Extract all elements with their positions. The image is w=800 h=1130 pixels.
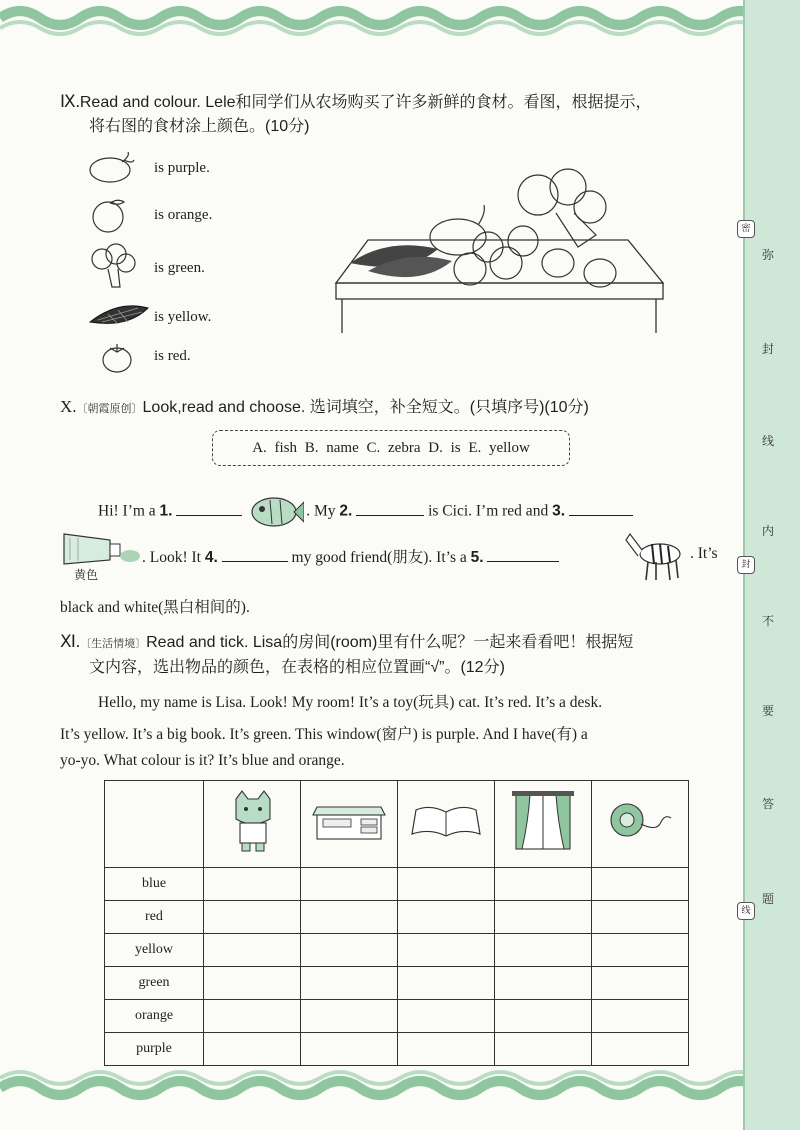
color-label: purple xyxy=(105,1033,204,1066)
sidebar-char: 题 xyxy=(761,892,774,906)
tick-cell[interactable] xyxy=(398,868,495,901)
sidebar-char: 要 xyxy=(761,704,774,718)
orange-icon xyxy=(88,196,132,234)
table-row xyxy=(105,967,689,1000)
vegetables-on-table-illustration xyxy=(328,165,668,340)
tick-cell[interactable] xyxy=(592,901,689,934)
paint-tube-icon xyxy=(60,530,144,568)
reading-passage-line: yo-yo. What colour is it? It’s blue and orange. xyxy=(60,752,345,769)
tick-cell[interactable] xyxy=(204,1033,301,1066)
blank-number: 2. xyxy=(339,502,353,520)
section-9-instruction-line1: Read and colour. Lele和同学们从农场购买了许多新鲜的食材。看图，根据提示， xyxy=(79,94,652,111)
table-header-cell xyxy=(592,781,689,868)
broccoli-icon xyxy=(88,243,138,291)
tomato-icon xyxy=(100,340,136,374)
tick-cell[interactable] xyxy=(301,1000,398,1033)
seal-icon: 封 xyxy=(737,556,755,574)
zebra-icon xyxy=(622,526,686,582)
binding-margin xyxy=(743,0,800,1130)
tick-cell[interactable] xyxy=(592,934,689,967)
answer-blank-5[interactable] xyxy=(487,547,559,562)
tick-cell[interactable] xyxy=(301,934,398,967)
table-header-cell xyxy=(398,781,495,868)
color-label: yellow xyxy=(105,934,204,967)
tick-cell[interactable] xyxy=(592,1000,689,1033)
yoyo-icon xyxy=(605,794,675,850)
sidebar-char: 弥 xyxy=(761,248,774,262)
tick-cell[interactable] xyxy=(495,901,592,934)
table-row xyxy=(105,868,689,901)
color-label: red xyxy=(105,901,204,934)
passage-text: Hi! I’m a xyxy=(98,502,160,520)
book-icon xyxy=(410,802,482,842)
tick-cell[interactable] xyxy=(495,1000,592,1033)
fish-icon xyxy=(248,494,304,530)
eggplant-icon xyxy=(88,150,136,186)
passage-text: . It’s xyxy=(690,545,718,562)
tick-cell[interactable] xyxy=(398,1000,495,1033)
sidebar-char: 封 xyxy=(761,342,774,356)
word-options-box: A. fish B. name C. zebra D. is E. yellow xyxy=(212,430,570,466)
section-tag: 〔生活情境〕 xyxy=(80,638,147,650)
color-label: orange xyxy=(105,1000,204,1033)
color-label: green xyxy=(105,967,204,1000)
tick-cell[interactable] xyxy=(204,901,301,934)
color-tick-table xyxy=(104,780,689,1066)
clue-text: is orange. xyxy=(154,207,213,223)
bottom-wave-border xyxy=(0,1064,750,1104)
answer-blank-4[interactable] xyxy=(222,547,288,562)
desk-icon xyxy=(311,797,387,847)
blank-number: 1. xyxy=(159,502,173,520)
section-number: X. xyxy=(60,397,77,416)
tick-cell[interactable] xyxy=(301,967,398,1000)
passage-text: is Cici. I’m red and xyxy=(424,502,553,520)
section-9-heading xyxy=(60,90,720,139)
table-row xyxy=(105,1000,689,1033)
tick-cell[interactable] xyxy=(495,1033,592,1066)
blank-number: 5. xyxy=(470,549,484,566)
tick-cell[interactable] xyxy=(301,901,398,934)
corn-icon xyxy=(88,300,150,330)
table-header-cell xyxy=(204,781,301,868)
tick-cell[interactable] xyxy=(592,967,689,1000)
blank-number: 3. xyxy=(552,502,566,520)
sidebar-char: 内 xyxy=(761,524,774,538)
table-header-cell xyxy=(495,781,592,868)
tick-cell[interactable] xyxy=(398,1033,495,1066)
table-row xyxy=(105,901,689,934)
passage-text: my good friend(朋友). It’s a xyxy=(291,549,471,566)
clue-text: is red. xyxy=(154,348,191,364)
passage-line-3: black and white(黑白相间的). xyxy=(60,599,250,616)
section-10-instruction: Look,read and choose. 选词填空，补全短文。(只填序号)(10分) xyxy=(142,399,589,416)
clue-text: is yellow. xyxy=(154,309,212,325)
section-number: Ⅺ. xyxy=(60,632,81,651)
tick-cell[interactable] xyxy=(204,934,301,967)
cat-icon xyxy=(224,789,280,855)
tick-cell[interactable] xyxy=(301,1033,398,1066)
reading-passage-line: It’s yellow. It’s a big book. It’s green. This window(窗户) is purple. And I have(有) a xyxy=(60,726,588,743)
tick-cell[interactable] xyxy=(592,868,689,901)
paint-label: 黄色 xyxy=(74,568,99,582)
sidebar-char: 答 xyxy=(761,797,774,811)
sidebar-char: 线 xyxy=(761,434,774,448)
tick-cell[interactable] xyxy=(495,868,592,901)
section-11-instruction-line1: Read and tick. Lisa的房间(room)里有什么呢？一起来看看吧！根据短 xyxy=(146,634,634,651)
clue-text: is purple. xyxy=(154,160,210,176)
section-number: Ⅸ. xyxy=(60,92,80,111)
passage-text: . My xyxy=(306,502,340,520)
tick-cell[interactable] xyxy=(495,967,592,1000)
table-header-cell xyxy=(301,781,398,868)
section-10-heading xyxy=(60,395,720,421)
tick-cell[interactable] xyxy=(398,967,495,1000)
table-corner-cell xyxy=(105,781,204,868)
section-11-heading xyxy=(60,630,720,680)
answer-blank-1[interactable] xyxy=(176,501,242,516)
section-9-instruction-line2: 将右图的食材涂上颜色。(10分) xyxy=(89,118,310,135)
passage-text: . Look! It xyxy=(142,549,205,566)
color-label: blue xyxy=(105,868,204,901)
seal-icon: 线 xyxy=(737,902,755,920)
answer-blank-3[interactable] xyxy=(569,501,633,516)
tick-cell[interactable] xyxy=(495,934,592,967)
tick-cell[interactable] xyxy=(398,934,495,967)
seal-icon: 密 xyxy=(737,220,755,238)
tick-cell[interactable] xyxy=(204,1000,301,1033)
tick-cell[interactable] xyxy=(204,967,301,1000)
table-row xyxy=(105,934,689,967)
passage-line-2 xyxy=(142,545,559,567)
section-11-instruction-line2: 文内容，选出物品的颜色，在表格的相应位置画“√”。(12分) xyxy=(89,659,505,676)
window-icon xyxy=(510,789,576,855)
tick-cell[interactable] xyxy=(204,868,301,901)
table-row xyxy=(105,1033,689,1066)
sidebar-char: 不 xyxy=(761,614,774,628)
passage-line-1 xyxy=(98,494,633,530)
blank-number: 4. xyxy=(204,549,218,566)
table-header-row xyxy=(105,781,689,868)
clue-text: is green. xyxy=(154,260,205,276)
reading-passage-line: Hello, my name is Lisa. Look! My room! It’s a toy(玩具) cat. It’s red. It’s a desk. xyxy=(98,694,603,711)
tick-cell[interactable] xyxy=(398,901,495,934)
tick-cell[interactable] xyxy=(592,1033,689,1066)
top-wave-border xyxy=(0,0,750,36)
tick-cell[interactable] xyxy=(301,868,398,901)
answer-blank-2[interactable] xyxy=(356,501,424,516)
section-tag: 〔朝霞原创〕 xyxy=(76,403,143,415)
